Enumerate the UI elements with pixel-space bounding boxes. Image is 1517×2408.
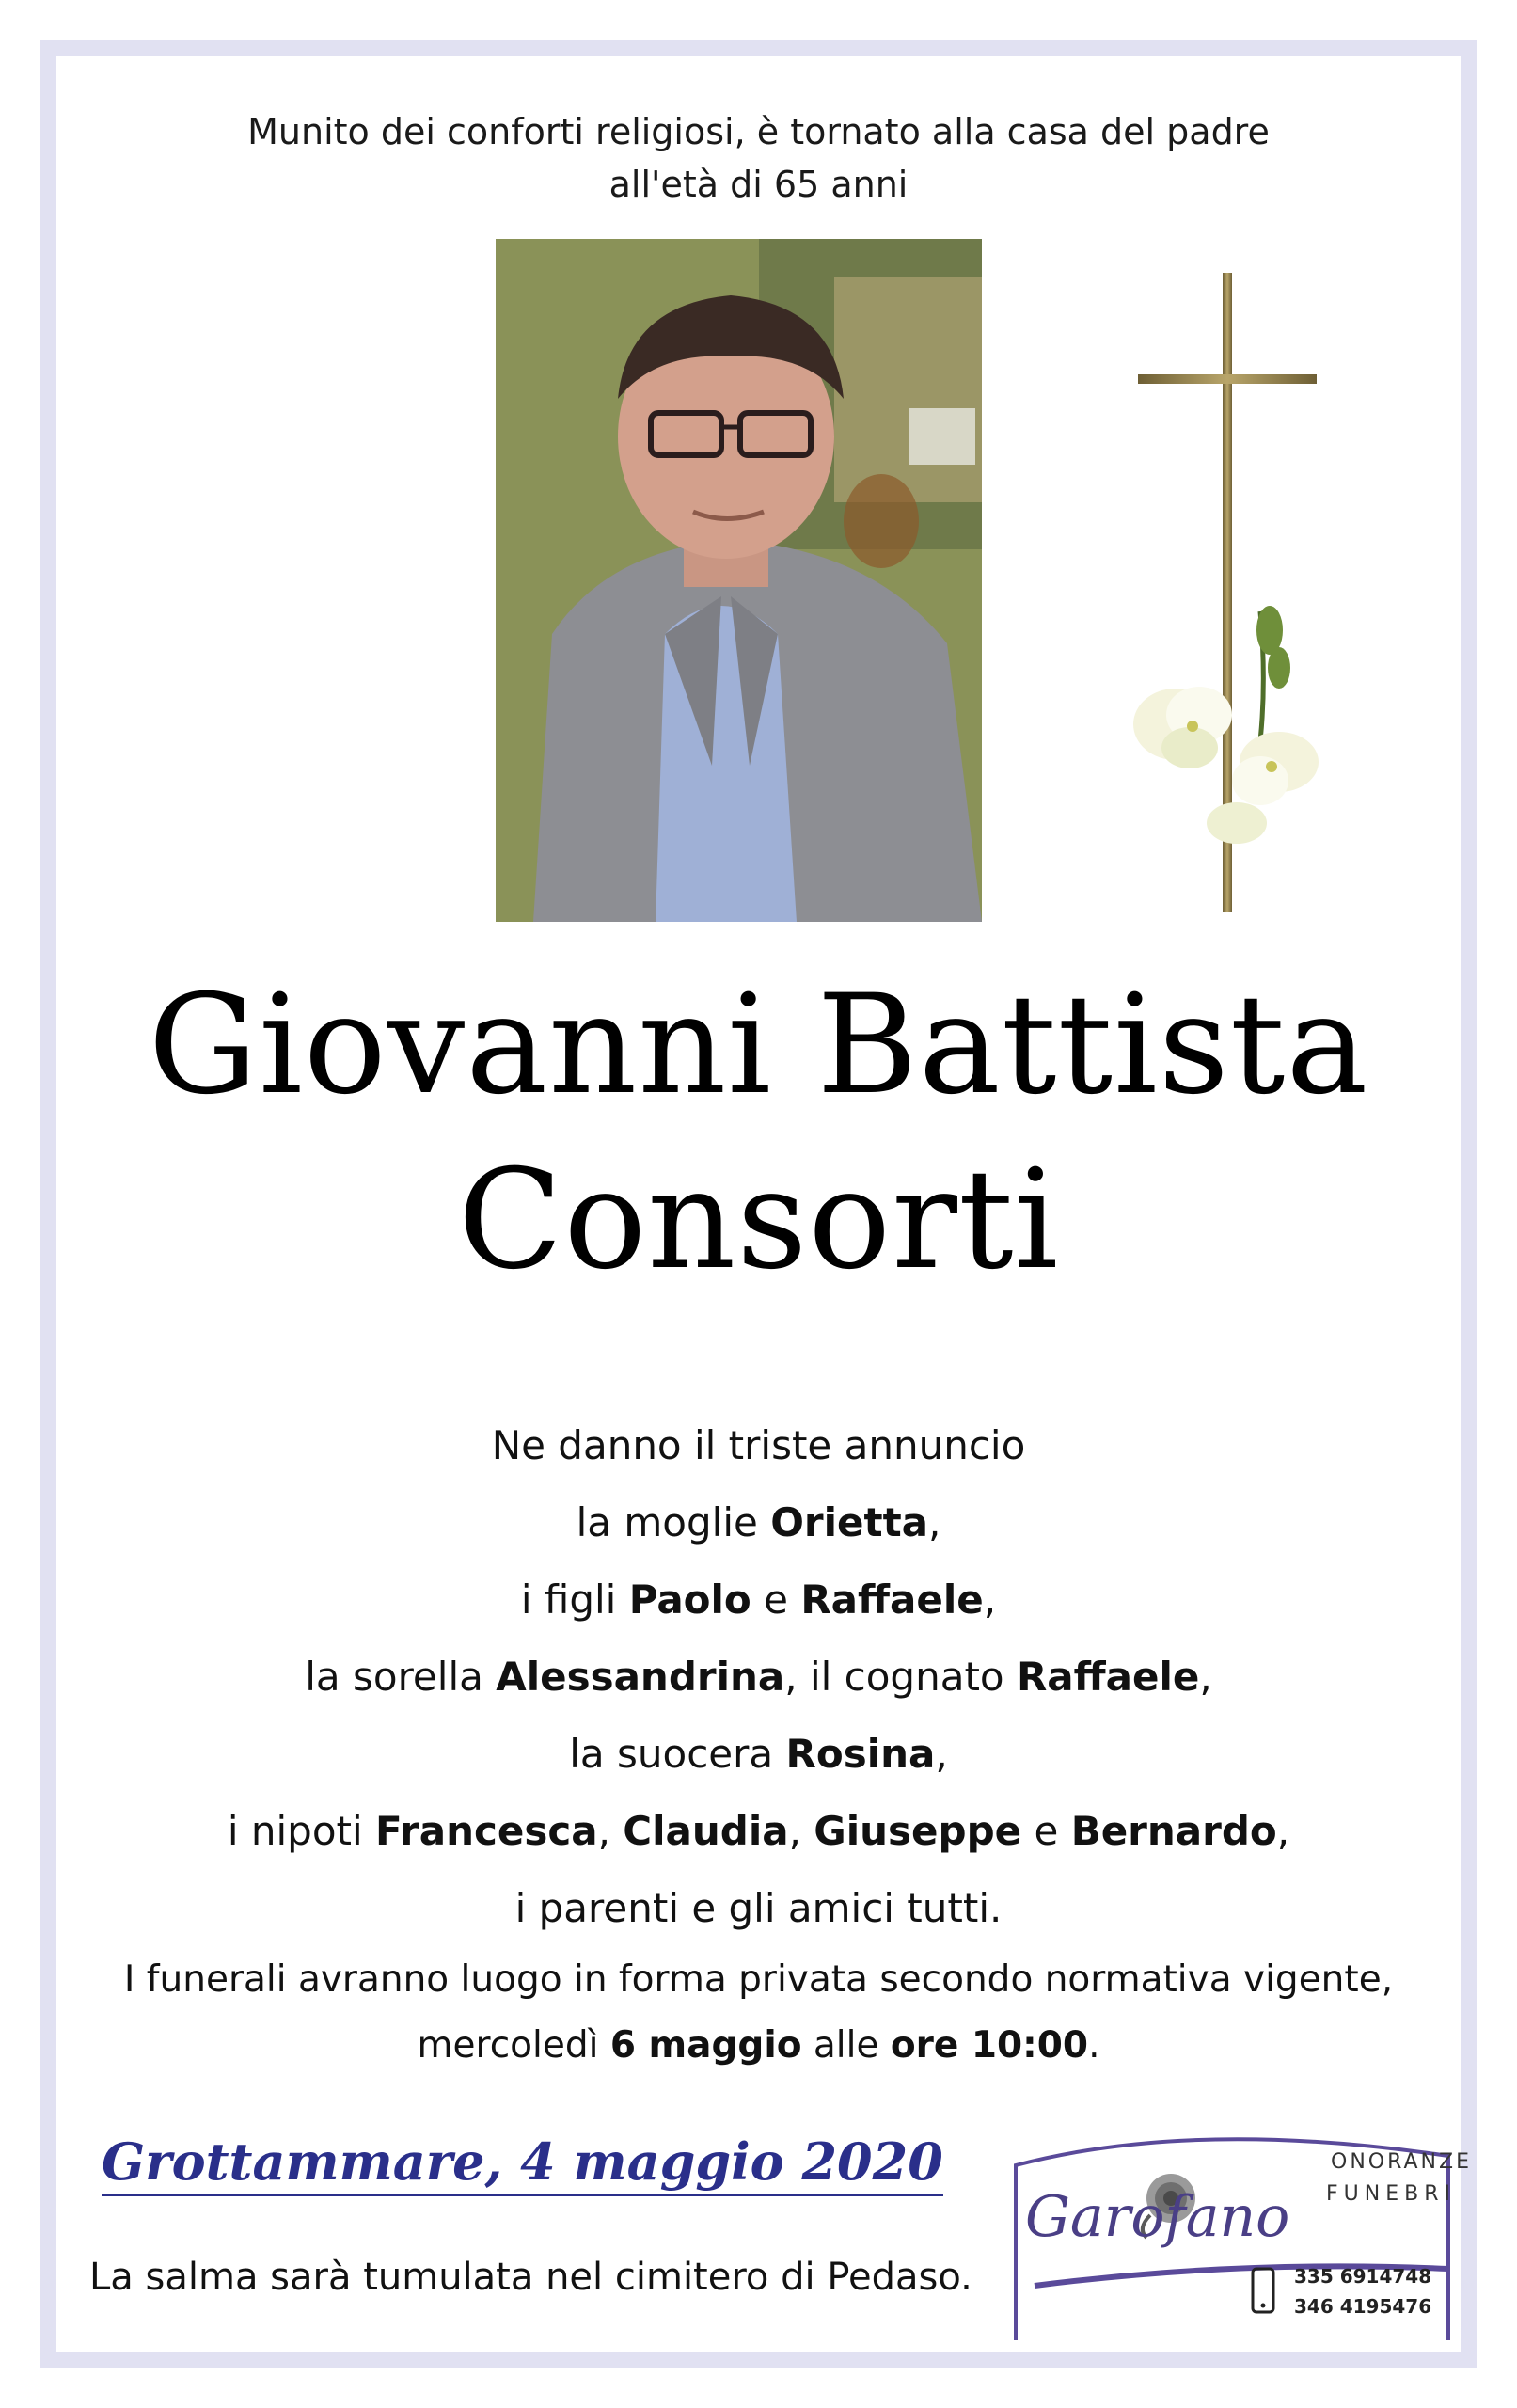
agency-name: Garofano [1025,2184,1290,2250]
funeral-line-1: I funerali avranno luogo in forma privata secondo normativa vigente, [123,1958,1394,2001]
place-and-date: Grottammare, 4 maggio 2020 [102,2131,943,2196]
announcement-line-5: la suocera Rosina, [569,1731,948,1777]
funeral-line-2: mercoledì 6 maggio alle ore 10:00. [417,2024,1100,2067]
agency-phone-1: 335 6914748 [1294,2265,1432,2288]
deceased-surname: Consorti [457,1140,1060,1300]
phone-icon [1251,2267,1275,2314]
announcement [0,1407,1517,1947]
announcement-line-1: Ne danno il triste annuncio [491,1422,1026,1468]
agency-phone-2: 346 4195476 [1294,2295,1432,2318]
intro-line-1: Munito dei conforti religiosi, è tornato alla casa del padre [247,111,1270,152]
announcement-line-7: i parenti e gli amici tutti. [514,1885,1003,1931]
intro-line-2: all'età di 65 anni [608,164,909,205]
portrait-illustration [496,239,982,922]
deceased-first-names: Giovanni Battista [148,965,1369,1125]
intro-text [0,105,1517,211]
funeral-info [0,1947,1517,2079]
burial-note: La salma sarà tumulata nel cimitero di Pedaso. [89,2256,972,2299]
announcement-line-4: la sorella Alessandrina, il cognato Raffaele, [305,1654,1212,1700]
announcement-line-6: i nipoti Francesca, Claudia, Giuseppe e Bernardo, [227,1808,1290,1854]
agency-funebri: FUNEBRI [1326,2182,1456,2206]
deceased-photo [496,239,982,922]
announcement-line-3: i figli Paolo e Raffaele, [520,1576,997,1623]
agency-onoranze: ONORANZE [1331,2150,1472,2174]
announcement-line-2: la moglie Orietta, [576,1499,941,1545]
cross-with-flowers [1110,273,1354,922]
cross-icon [1110,273,1354,922]
deceased-name [0,958,1517,1307]
